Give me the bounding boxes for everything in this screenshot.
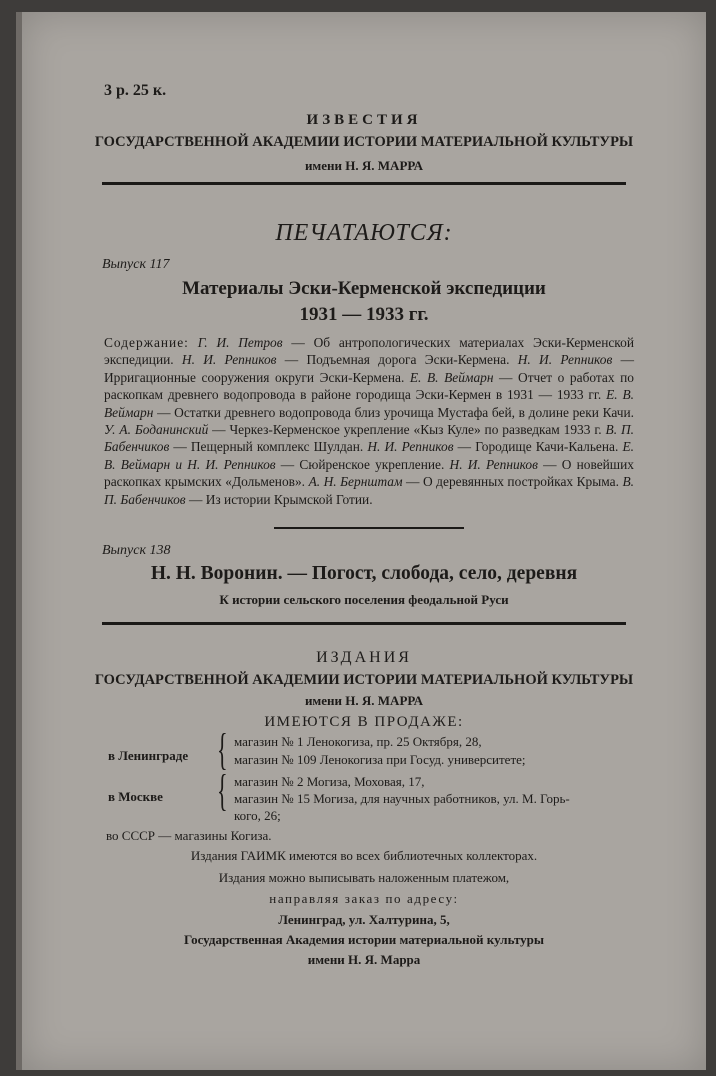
content-text: Ирригационные сооружения округи Эски-Кермена. (104, 369, 405, 385)
content-text: Сюйренское укрепление. (299, 456, 445, 472)
divider-top (102, 182, 626, 185)
issue-138-label: Выпуск 138 (102, 543, 171, 558)
named-after: имени Н. Я. МАРРА (304, 158, 424, 173)
ussr-shops: во СССР — магазины Когиза. (106, 828, 272, 843)
divider-middle (102, 622, 626, 625)
issue-117-years: 1931 — 1933 гг. (299, 304, 429, 325)
address-line: Ленинград, ул. Халтурина, 5, (278, 912, 450, 927)
address-line: Государственная Академия истории материальной культуры (183, 932, 545, 947)
issue-117-label: Выпуск 117 (102, 257, 170, 272)
academy-name: ГОСУДАРСТВЕННОЙ АКАДЕМИИ ИСТОРИИ МАТЕРИАЛЬНОЙ КУЛЬТУРЫ (94, 134, 634, 150)
content-author: В. П. Бабенчиков (104, 422, 634, 455)
content-author: Н. И. Репников (181, 352, 277, 368)
content-author: Н. И. Репников (517, 352, 613, 368)
content-author: У. А. Боданинский (104, 422, 209, 438)
issue-138-title: Н. Н. Воронин. — Погост, слобода, село, деревня (150, 563, 578, 584)
city-leningrad: в Ленинграде (108, 748, 189, 763)
printing-heading: ПЕЧАТАЮТСЯ: (275, 220, 453, 246)
editions-academy: ГОСУДАРСТВЕННОЙ АКАДЕМИИ ИСТОРИИ МАТЕРИАЛЬНОЙ КУЛЬТУРЫ (94, 672, 634, 688)
content-text: Подъемная дорога Эски-Кермена. (306, 352, 510, 368)
content-text: Пещерный комплекс Шулдан. (190, 439, 364, 455)
content-author: Г. И. Петров (197, 335, 283, 350)
shop-item: магазин № 15 Могиза, для научных работников, ул. М. Горь- (234, 791, 570, 806)
content-text: Об антропологических материалах Эски-Керменской экспедиции. (104, 335, 634, 368)
content-author: Н. И. Репников (449, 456, 538, 472)
content-text: О деревянных постройках Крыма. (422, 474, 619, 490)
shop-item: магазин № 109 Ленокогиза при Госуд. университете; (234, 752, 526, 767)
content-text: Остатки древнего водопровода близ урочища Мустафа бей, в долине реки Качи. (174, 404, 635, 420)
contents-label: Содержание: (104, 335, 189, 350)
content-author: Е. В. Веймарн (104, 387, 634, 420)
content-author: Н. И. Репников (367, 439, 454, 455)
content-text: Отчет о работах по раскопкам древнего водопровода в районе городища Эски-Кермен в 1931 — 1933 гг. (104, 369, 634, 403)
issue-138-subtitle: К истории сельского поселения феодальной Руси (219, 592, 509, 607)
order-note: Издания можно выписывать наложенным платежом, (218, 870, 510, 885)
content-text: Из истории Крымской Готии. (205, 491, 373, 507)
brace-icon: { (217, 725, 228, 774)
content-text: Черкез-Керменское укрепление «Кыз Куле» по разведкам 1933 г. (229, 422, 602, 438)
address-intro: направляя заказ по адресу: (269, 891, 459, 906)
content-author: Е. В. Веймарн (409, 369, 494, 385)
issue-117-contents: Содержание: Г. И. Петров — Об антропологических материалах Эски-Керменской экспедиции. Н. И. Репников — Подъемная дорога Эски-Кермена. Н. И. Репников — Ирригационные сооружения округи Эски-Кермена. Е. В. Веймарн — Отчет о работах по раскопкам древнего водопровода в районе городища Эски-Кермен в 1931 — 1933 гг. Е. В. Веймарн — Остатки древнего водопровода близ урочища Мустафа бей, в долине реки Качи. У. А. Боданинский — Черкез-Керменское укрепление «Кыз Куле» по разведкам 1933 г. В. П. Бабенчиков — Пещерный комплекс Шулдан. Н. И. Репников — Городище Качи-Кальена. Е. В. Веймарн и Н. И. Репников — Сюйренское укрепление. Н. И. Репников — О новейших раскопках крымских «Дольменов». А. Н. Бернштам — О деревянных постройках Крыма. В. П. Бабенчиков — Из истории Крымской Готии. (104, 335, 635, 507)
city-moscow: в Москве (108, 789, 163, 804)
shop-item: кого, 26; (234, 808, 281, 823)
libraries-note: Издания ГАИМК имеются во всех библиотечных коллекторах. (190, 848, 538, 863)
content-author: Е. В. Веймарн и Н. И. Репников (104, 439, 634, 472)
shop-item: магазин № 2 Могиза, Моховая, 17, (234, 774, 425, 789)
back-cover (22, 12, 706, 1070)
issue-117-title: Материалы Эски-Керменской экспедиции (182, 278, 546, 299)
price: 3 р. 25 к. (104, 82, 167, 99)
shop-item: магазин № 1 Ленокогиза, пр. 25 Октября, 28, (234, 734, 482, 749)
content-text: Городище Качи-Кальена. (475, 439, 619, 455)
content-text: О новейших раскопках крымских «Дольменов». (104, 456, 634, 490)
editions-named-after: имени Н. Я. МАРРА (304, 693, 424, 708)
divider-short (274, 527, 464, 529)
brace-icon: { (217, 766, 228, 815)
content-author: А. Н. Бернштам (308, 474, 403, 490)
on-sale-heading: ИМЕЮТСЯ В ПРОДАЖЕ: (264, 714, 464, 730)
journal-title: ИЗВЕСТИЯ (306, 112, 422, 128)
address-line: имени Н. Я. Марра (307, 952, 421, 967)
editions-heading: ИЗДАНИЯ (316, 649, 412, 666)
content-author: В. П. Бабенчиков (104, 474, 634, 507)
